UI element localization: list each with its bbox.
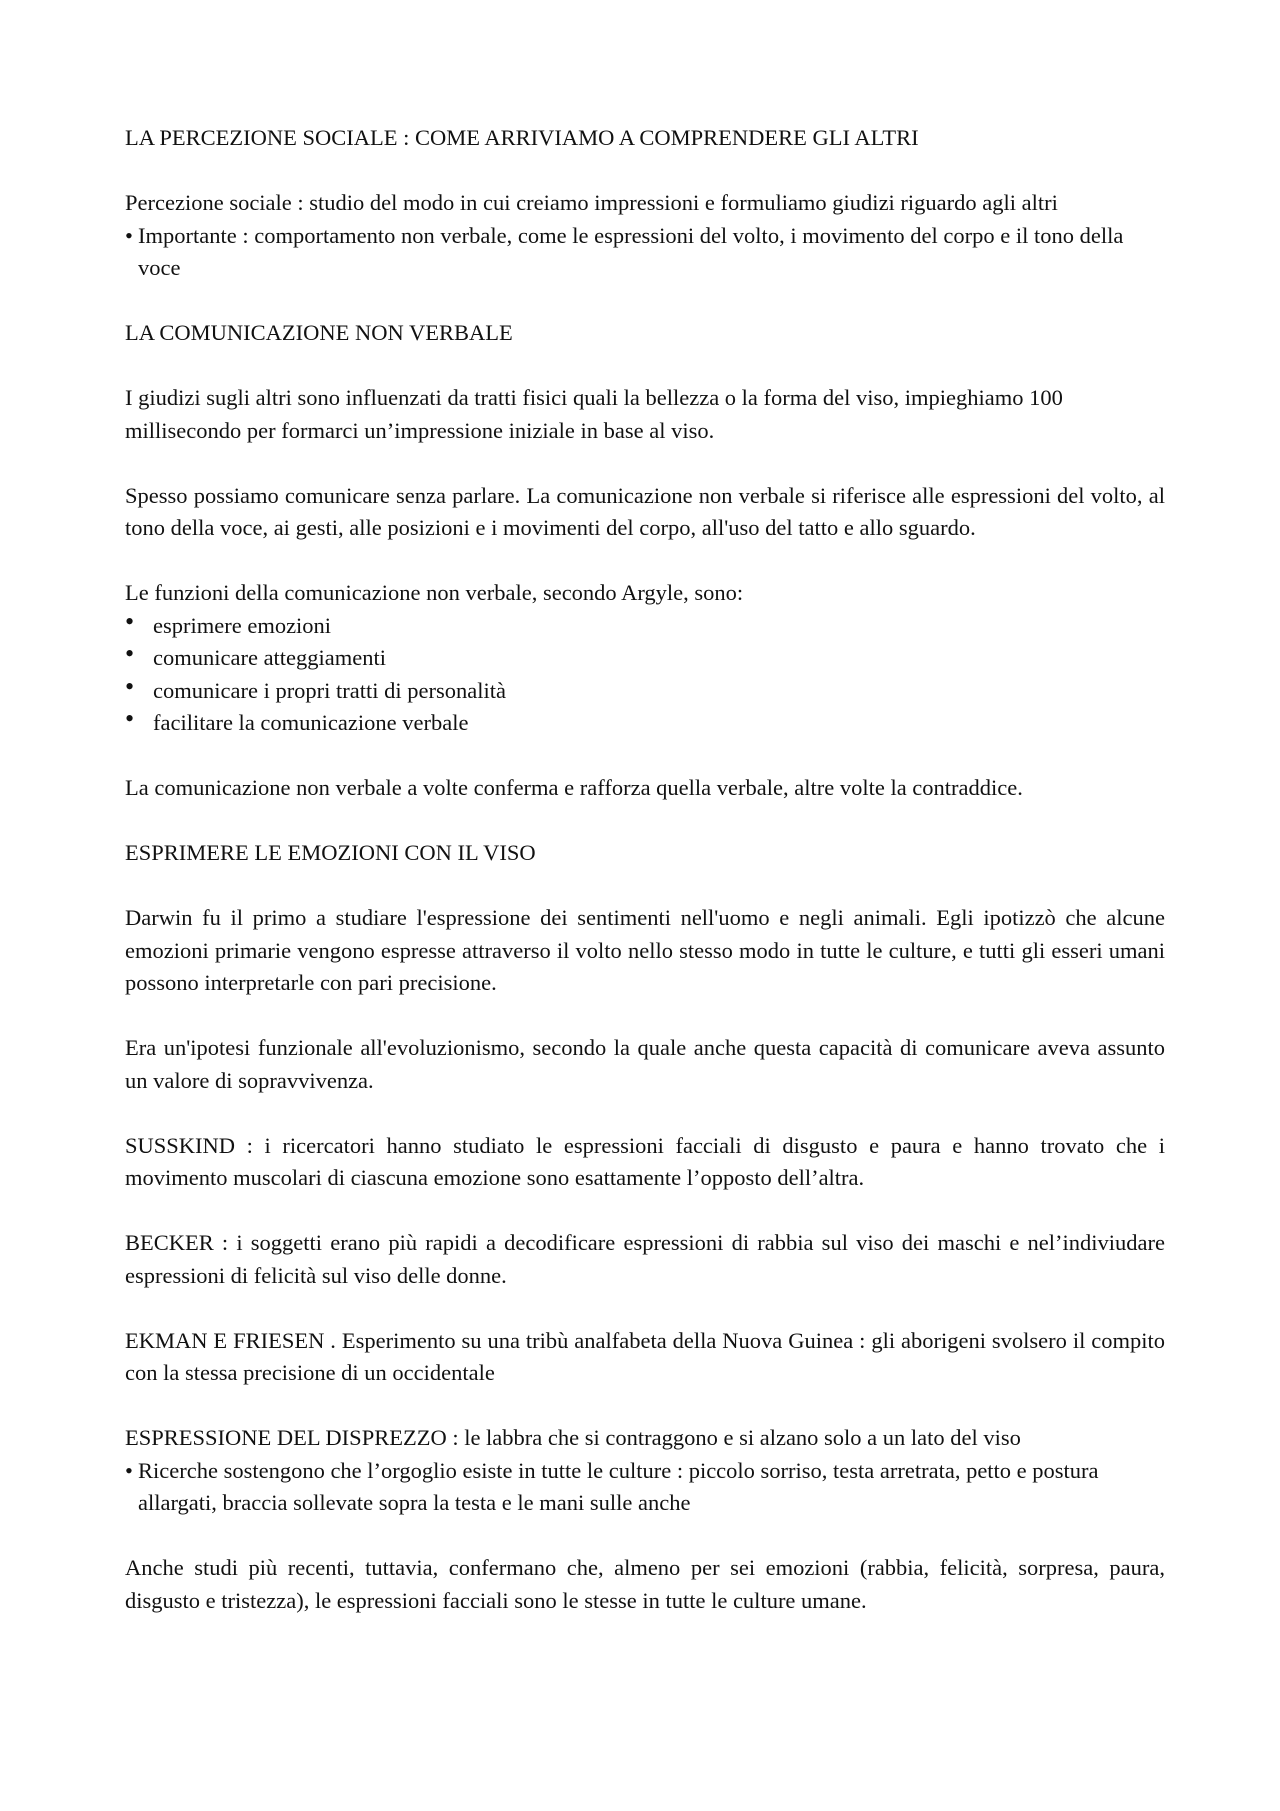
paragraph: I giudizi sugli altri sono influenzati da tratti fisici quali la bellezza o la forma del viso, impieghiamo 100 millisecondo per formarci un’impressione iniziale in base al viso. <box>125 385 1063 443</box>
paragraph: La comunicazione non verbale a volte conferma e rafforza quella verbale, altre volte la contraddice. <box>125 775 1023 800</box>
intro-bullet <box>125 220 1165 285</box>
functions-list <box>125 606 1165 740</box>
bullet-icon: • <box>125 606 135 636</box>
list-item <box>125 704 1165 740</box>
intro-bullet-text: Importante : comportamento non verbale, come le espressioni del volto, i movimento del corpo e il tono della voce <box>138 222 1124 280</box>
list-item <box>125 639 1165 675</box>
list-item-text: comunicare i propri tratti di personalità <box>153 677 507 703</box>
intro-definition: Percezione sociale : studio del modo in cui creiamo impressioni e formuliamo giudizi riguardo agli altri <box>125 190 1058 215</box>
list-item-text: esprimere emozioni <box>153 612 332 638</box>
section-heading-non-verbal: LA COMUNICAZIONE NON VERBALE <box>125 320 513 345</box>
paragraph: Era un'ipotesi funzionale all'evoluzionismo, secondo la quale anche questa capacità di comunicare aveva assunto un valore di sopravvivenza. <box>125 1035 1165 1093</box>
bullet-icon: • <box>125 222 133 248</box>
list-item <box>125 671 1165 708</box>
list-item-text: facilitare la comunicazione verbale <box>153 710 469 735</box>
pride-bullet-text: Ricerche sostengono che l’orgoglio esiste in tutte le culture : piccolo sorriso, testa arretrata, petto e postura allargati, braccia sollevate sopra la testa e le mani sulle anche <box>138 1457 1099 1515</box>
document-title: LA PERCEZIONE SOCIALE : COME ARRIVIAMO A COMPRENDERE GLI ALTRI <box>125 125 919 150</box>
document-page <box>125 122 1165 1650</box>
paragraph: Darwin fu il primo a studiare l'espressione dei sentimenti nell'uomo e negli animali. Egli ipotizzò che alcune emozioni primarie vengono espresse attraverso il volto nello stesso modo in tutte le culture, e tutti gli esseri umani possono interpretarle con pari precisione. <box>125 905 1165 995</box>
paragraph: EKMAN E FRIESEN . Esperimento su una tribù analfabeta della Nuova Guinea : gli aborigeni svolsero il compito con la stessa precisione di un occidentale <box>125 1327 1165 1385</box>
list-item-text: comunicare atteggiamenti <box>153 645 387 670</box>
bullet-icon: • <box>125 639 135 668</box>
list-item <box>125 606 1165 643</box>
functions-intro: Le funzioni della comunicazione non verbale, secondo Argyle, sono: <box>125 580 744 605</box>
paragraph: ESPRESSIONE DEL DISPREZZO : le labbra che si contraggono e si alzano solo a un lato del viso <box>125 1425 1021 1450</box>
paragraph: BECKER : i soggetti erano più rapidi a decodificare espressioni di rabbia sul viso dei maschi e nel’indiviudare espressioni di felicità sul viso delle donne. <box>125 1230 1165 1288</box>
pride-bullet <box>125 1455 1165 1520</box>
paragraph: SUSSKIND : i ricercatori hanno studiato le espressioni facciali di disgusto e paura e hanno trovato che i movimento muscolari di ciascuna emozione sono esattamente l’opposto dell’altra. <box>125 1132 1165 1190</box>
paragraph: Spesso possiamo comunicare senza parlare. La comunicazione non verbale si riferisce alle espressioni del volto, al tono della voce, ai gesti, alle posizioni e i movimenti del corpo, all'uso del tatto e allo sguardo. <box>125 482 1165 540</box>
bullet-icon: • <box>125 671 135 701</box>
paragraph: Anche studi più recenti, tuttavia, confermano che, almeno per sei emozioni (rabbia, felicità, sorpresa, paura, disgusto e tristezza), le espressioni facciali sono le stesse in tutte le culture umane. <box>125 1555 1165 1613</box>
section-heading-emotions: ESPRIMERE LE EMOZIONI CON IL VISO <box>125 840 536 865</box>
bullet-icon: • <box>125 704 135 733</box>
bullet-icon: • <box>125 1457 133 1483</box>
